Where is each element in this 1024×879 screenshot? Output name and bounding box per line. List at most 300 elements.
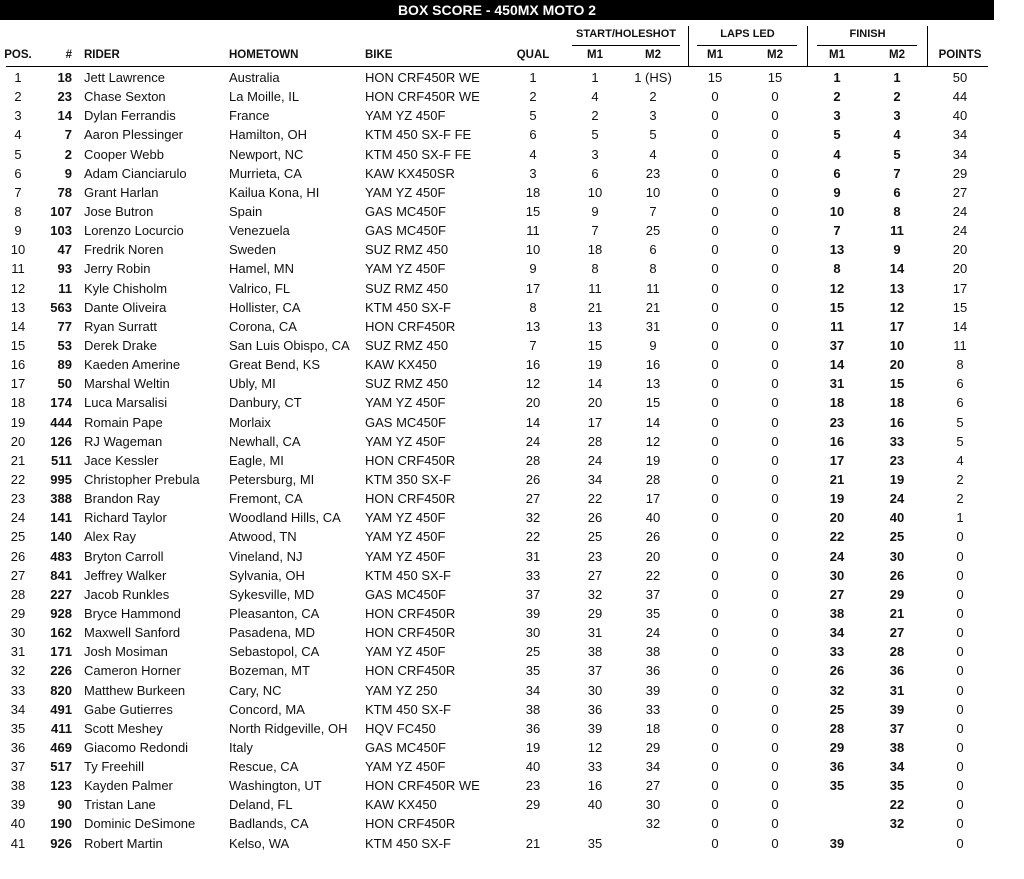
rider-number: 23	[57, 89, 72, 105]
hometown-cell: Fremont, CA	[229, 491, 303, 507]
points-cell: 24	[952, 223, 968, 239]
start-m2-cell: 29	[645, 739, 661, 755]
finish-m1-cell: 11	[830, 318, 844, 334]
group-rule-start	[572, 45, 680, 46]
laps-m1-cell: 0	[711, 605, 719, 621]
finish-m2-cell: 27	[889, 625, 905, 641]
finish-m1-cell: 29	[829, 739, 845, 755]
qual-cell: 23	[525, 778, 541, 794]
laps-m2-cell: 0	[771, 510, 779, 526]
laps-m1-cell: 0	[711, 644, 719, 660]
qual-cell: 1	[529, 70, 537, 85]
hometown-cell: Sebastopol, CA	[229, 644, 320, 660]
hometown-cell: Corona, CA	[229, 318, 297, 334]
laps-m2-cell: 0	[771, 242, 779, 258]
laps-m1-cell: 0	[711, 471, 719, 487]
laps-m1-cell: 0	[711, 739, 719, 755]
laps-m1-cell: 0	[711, 223, 719, 239]
pos-cell: 21	[10, 452, 26, 468]
finish-m2-cell: 17	[889, 318, 905, 334]
rider-name: Bryce Hammond	[84, 605, 181, 621]
start-m1-cell: 2	[591, 108, 599, 124]
bike-cell: KTM 450 SX-F	[365, 299, 451, 315]
rider-name: Matthew Burkeen	[84, 682, 186, 698]
bike-cell: YAM YZ 450F	[365, 548, 446, 564]
qual-cell: 13	[525, 318, 541, 334]
start-m2-cell: 26	[645, 529, 661, 545]
bike-cell: YAM YZ 450F	[365, 261, 446, 277]
finish-m1-cell: 1	[833, 70, 841, 85]
laps-m1-cell: 0	[711, 376, 719, 392]
laps-m1-cell: 0	[711, 510, 719, 526]
qual-cell: 12	[525, 376, 541, 392]
qual-cell: 32	[525, 510, 541, 526]
hometown-cell: La Moille, IL	[229, 89, 300, 105]
start-m2-cell: 15	[645, 395, 661, 411]
finish-m1-cell: 31	[829, 376, 845, 392]
finish-m2-cell: 1	[893, 70, 901, 85]
laps-m2-cell: 0	[771, 529, 779, 545]
start-m1-cell: 26	[587, 510, 603, 526]
hometown-cell: Danbury, CT	[229, 395, 302, 411]
finish-m2-cell: 37	[889, 720, 905, 736]
laps-m2-cell: 0	[771, 127, 779, 143]
box-score-title: BOX SCORE - 450MX MOTO 2	[0, 0, 994, 20]
hometown-cell: Newhall, CA	[229, 433, 301, 449]
pos-cell: 25	[10, 529, 26, 545]
rider-number: 841	[50, 567, 72, 583]
bike-cell: HON CRF450R	[365, 663, 456, 679]
qual-cell: 15	[525, 203, 541, 219]
rider-name: Jerry Robin	[84, 261, 151, 277]
rider-name: Richard Taylor	[84, 510, 167, 526]
laps-m1-cell: 0	[711, 203, 719, 219]
start-m1-cell: 36	[587, 701, 603, 717]
points-cell: 50	[952, 70, 968, 85]
laps-m2-cell: 0	[771, 720, 779, 736]
laps-m1-cell: 0	[711, 242, 719, 258]
rider-name: Grant Harlan	[84, 184, 159, 200]
rider-number: 174	[50, 395, 72, 411]
finish-m1-cell: 19	[829, 491, 845, 507]
group-laps-led: LAPS LED	[720, 28, 775, 40]
finish-m1-cell: 9	[833, 184, 841, 200]
rider-number: 140	[50, 529, 72, 545]
qual-cell: 25	[525, 644, 541, 660]
qual-cell: 6	[529, 127, 537, 143]
bike-cell: YAM YZ 450F	[365, 108, 446, 124]
rider-number: 141	[50, 510, 72, 526]
finish-m2-cell: 11	[890, 223, 904, 239]
finish-m1-cell: 2	[833, 89, 841, 105]
laps-m1-cell: 0	[711, 89, 719, 105]
bike-cell: HON CRF450R WE	[365, 89, 480, 105]
start-m2-cell: 5	[649, 127, 657, 143]
table-row	[0, 374, 1000, 393]
hometown-cell: France	[229, 108, 270, 124]
laps-m1-cell: 0	[711, 816, 719, 832]
points-cell: 11	[953, 337, 967, 353]
finish-m1-cell: 38	[829, 605, 845, 621]
points-cell: 0	[956, 586, 964, 602]
start-m2-cell: 33	[645, 701, 661, 717]
bike-cell: GAS MC450F	[365, 414, 446, 430]
header-start-m2: M2	[645, 49, 661, 61]
points-cell: 20	[952, 242, 968, 258]
hometown-cell: Pasadena, MD	[229, 625, 315, 641]
qual-cell: 16	[525, 357, 541, 373]
bike-cell: KAW KX450	[365, 797, 437, 813]
finish-m2-cell: 30	[889, 548, 905, 564]
finish-m2-cell: 34	[889, 759, 905, 775]
laps-m1-cell: 0	[711, 529, 719, 545]
finish-m1-cell: 23	[829, 414, 845, 430]
finish-m1-cell: 32	[829, 682, 845, 698]
table-row	[0, 585, 1000, 604]
bike-cell: KTM 450 SX-F	[365, 567, 451, 583]
rider-number: 123	[50, 778, 72, 794]
start-m2-cell: 20	[645, 548, 661, 564]
hometown-cell: Italy	[229, 739, 253, 755]
start-m1-cell: 17	[587, 414, 603, 430]
bike-cell: HON CRF450R	[365, 452, 456, 468]
bike-cell: HON CRF450R	[365, 816, 456, 832]
laps-m1-cell: 0	[711, 184, 719, 200]
table-row	[0, 145, 1000, 164]
points-cell: 0	[956, 605, 964, 621]
pos-cell: 11	[11, 261, 25, 277]
rider-number: 53	[57, 337, 72, 353]
pos-cell: 38	[10, 778, 26, 794]
hometown-cell: Great Bend, KS	[229, 357, 321, 373]
table-row	[0, 202, 1000, 221]
start-m2-cell: 8	[649, 261, 657, 277]
hometown-cell: Kelso, WA	[229, 835, 290, 851]
qual-cell: 10	[525, 242, 541, 258]
laps-m2-cell: 0	[771, 625, 779, 641]
start-m2-cell: 13	[645, 376, 661, 392]
laps-m1-cell: 0	[711, 452, 719, 468]
hometown-cell: Rescue, CA	[229, 759, 299, 775]
laps-m1-cell: 0	[711, 567, 719, 583]
laps-m1-cell: 0	[711, 759, 719, 775]
table-row	[0, 240, 1000, 259]
rider-number: 491	[50, 701, 72, 717]
laps-m2-cell: 0	[771, 395, 779, 411]
finish-m2-cell: 26	[889, 567, 905, 583]
start-m1-cell: 13	[587, 318, 603, 334]
table-row	[0, 814, 1000, 833]
laps-m1-cell: 0	[711, 433, 719, 449]
qual-cell: 3	[529, 165, 537, 181]
start-m2-cell: 40	[645, 510, 661, 526]
start-m2-cell: 28	[645, 471, 661, 487]
finish-m1-cell: 25	[829, 701, 845, 717]
finish-m1-cell: 8	[833, 261, 841, 277]
table-row	[0, 68, 1000, 87]
header-laps-m1: M1	[707, 49, 723, 61]
finish-m2-cell: 23	[889, 452, 905, 468]
rider-name: Gabe Gutierres	[84, 701, 173, 717]
start-m2-cell: 19	[645, 452, 661, 468]
laps-m2-cell: 0	[771, 165, 779, 181]
rider-number: 511	[51, 452, 72, 468]
start-m1-cell: 22	[587, 491, 603, 507]
bike-cell: HON CRF450R	[365, 491, 456, 507]
pos-cell: 39	[10, 797, 26, 813]
pos-cell: 6	[14, 165, 22, 181]
rider-name: Cameron Horner	[84, 663, 181, 679]
laps-m2-cell: 0	[771, 816, 779, 832]
finish-m2-cell: 2	[893, 89, 901, 105]
bike-cell: SUZ RMZ 450	[365, 280, 449, 296]
finish-m2-cell: 14	[889, 261, 905, 277]
start-m2-cell: 17	[645, 491, 661, 507]
bike-cell: HON CRF450R	[365, 625, 456, 641]
table-row	[0, 776, 1000, 795]
rider-name: Fredrik Noren	[84, 242, 164, 258]
header-hometown: HOMETOWN	[229, 49, 299, 61]
finish-m2-cell: 36	[889, 663, 905, 679]
hometown-cell: Newport, NC	[229, 146, 304, 162]
laps-m1-cell: 0	[711, 625, 719, 641]
rider-name: Dante Oliveira	[84, 299, 167, 315]
finish-m2-cell: 4	[893, 127, 901, 143]
laps-m1-cell: 0	[711, 548, 719, 564]
finish-m2-cell: 12	[889, 299, 905, 315]
laps-m1-cell: 0	[711, 318, 719, 334]
hometown-cell: Kailua Kona, HI	[229, 184, 320, 200]
pos-cell: 26	[10, 548, 26, 564]
rider-name: Robert Martin	[84, 835, 163, 851]
points-cell: 29	[952, 165, 968, 181]
pos-cell: 28	[10, 586, 26, 602]
bike-cell: KTM 450 SX-F FE	[365, 127, 472, 143]
hometown-cell: Valrico, FL	[229, 280, 291, 296]
rider-number: 517	[50, 759, 72, 775]
qual-cell: 11	[526, 223, 540, 239]
laps-m2-cell: 0	[771, 280, 779, 296]
rider-name: Romain Pape	[84, 414, 163, 430]
table-row	[0, 834, 1000, 853]
pos-cell: 23	[10, 491, 26, 507]
start-m2-cell: 31	[645, 318, 661, 334]
rider-number: 14	[57, 108, 72, 124]
finish-m1-cell: 39	[829, 835, 845, 851]
points-cell: 34	[952, 127, 968, 143]
bike-cell: HON CRF450R WE	[365, 778, 480, 794]
rider-number: 444	[50, 414, 72, 430]
rider-name: Jacob Runkles	[84, 586, 170, 602]
finish-m1-cell: 20	[829, 510, 845, 526]
header-finish-m2: M2	[889, 49, 905, 61]
points-cell: 0	[956, 567, 964, 583]
points-cell: 0	[956, 682, 964, 698]
rider-name: Giacomo Redondi	[84, 739, 189, 755]
table-row	[0, 393, 1000, 412]
qual-cell: 37	[525, 586, 541, 602]
points-cell: 0	[956, 625, 964, 641]
finish-m1-cell: 3	[833, 108, 841, 124]
laps-m2-cell: 0	[771, 778, 779, 794]
start-m1-cell: 5	[591, 127, 599, 143]
finish-m1-cell: 15	[829, 299, 845, 315]
qual-cell: 7	[529, 337, 537, 353]
start-m1-cell: 38	[587, 644, 603, 660]
rider-number: 483	[50, 548, 72, 564]
rider-name: Dominic DeSimone	[84, 816, 196, 832]
laps-m2-cell: 0	[771, 223, 779, 239]
table-row	[0, 566, 1000, 585]
start-m2-cell: 36	[645, 663, 661, 679]
table-row	[0, 432, 1000, 451]
bike-cell: YAM YZ 450F	[365, 644, 446, 660]
laps-m2-cell: 0	[771, 433, 779, 449]
pos-cell: 41	[10, 835, 26, 851]
laps-m2-cell: 0	[771, 759, 779, 775]
pos-cell: 13	[10, 299, 26, 315]
pos-cell: 24	[10, 510, 26, 526]
pos-cell: 7	[14, 184, 22, 200]
finish-m1-cell: 28	[829, 720, 845, 736]
table-row	[0, 451, 1000, 470]
pos-cell: 20	[10, 433, 26, 449]
points-cell: 0	[956, 816, 964, 832]
hometown-cell: Concord, MA	[229, 701, 305, 717]
pos-cell: 5	[14, 146, 22, 162]
laps-m1-cell: 0	[711, 491, 719, 507]
pos-cell: 15	[10, 337, 26, 353]
hometown-cell: Atwood, TN	[229, 529, 297, 545]
rider-number: 11	[58, 280, 72, 296]
table-row	[0, 106, 1000, 125]
rider-name: Aaron Plessinger	[84, 127, 183, 143]
finish-m1-cell: 21	[829, 471, 845, 487]
table-row	[0, 164, 1000, 183]
laps-m2-cell: 0	[771, 337, 779, 353]
start-m1-cell: 25	[587, 529, 603, 545]
pos-cell: 1	[14, 70, 22, 85]
rider-name: Derek Drake	[84, 337, 157, 353]
rider-number: 18	[57, 70, 72, 85]
start-m1-cell: 8	[591, 261, 599, 277]
hometown-cell: Sweden	[229, 242, 276, 258]
rider-name: Jeffrey Walker	[84, 567, 167, 583]
hometown-cell: Hamel, MN	[229, 261, 295, 277]
start-m2-cell: 11	[646, 280, 660, 296]
qual-cell: 31	[525, 548, 541, 564]
rider-name: Brandon Ray	[84, 491, 160, 507]
laps-m2-cell: 0	[771, 376, 779, 392]
rider-name: Scott Meshey	[84, 720, 163, 736]
table-row	[0, 604, 1000, 623]
start-m2-cell: 37	[645, 586, 661, 602]
pos-cell: 19	[10, 414, 26, 430]
table-row	[0, 355, 1000, 374]
bike-cell: KTM 350 SX-F	[365, 471, 451, 487]
start-m1-cell: 31	[587, 625, 603, 641]
header-rule	[6, 66, 988, 67]
table-row	[0, 738, 1000, 757]
points-cell: 5	[956, 414, 964, 430]
rider-number: 162	[50, 625, 72, 641]
points-cell: 0	[956, 720, 964, 736]
laps-m1-cell: 0	[711, 108, 719, 124]
finish-m1-cell: 27	[829, 586, 845, 602]
pos-cell: 33	[10, 682, 26, 698]
header-pos: POS.	[4, 49, 32, 61]
qual-cell: 17	[525, 280, 541, 296]
pos-cell: 27	[10, 567, 26, 583]
start-m1-cell: 23	[587, 548, 603, 564]
start-m1-cell: 10	[587, 184, 603, 200]
start-m1-cell: 33	[587, 759, 603, 775]
bike-cell: YAM YZ 450F	[365, 184, 446, 200]
points-cell: 17	[952, 280, 968, 296]
hometown-cell: Pleasanton, CA	[229, 605, 320, 621]
table-row	[0, 336, 1000, 355]
qual-cell: 18	[525, 184, 541, 200]
finish-m1-cell: 13	[829, 242, 845, 258]
finish-m1-cell: 30	[829, 567, 845, 583]
finish-m1-cell: 4	[833, 146, 841, 162]
hometown-cell: Ubly, MI	[229, 376, 276, 392]
start-m2-cell: 2	[649, 89, 657, 105]
points-cell: 0	[956, 778, 964, 794]
rider-number: 9	[64, 165, 72, 181]
start-m2-cell: 3	[649, 108, 657, 124]
bike-cell: GAS MC450F	[365, 203, 446, 219]
rider-name: Luca Marsalisi	[84, 395, 168, 411]
laps-m1-cell: 0	[711, 586, 719, 602]
laps-m1-cell: 0	[711, 395, 719, 411]
rider-number: 126	[50, 433, 72, 449]
qual-cell: 36	[525, 720, 541, 736]
qual-cell: 30	[525, 625, 541, 641]
bike-cell: HON CRF450R	[365, 318, 456, 334]
start-m1-cell: 28	[587, 433, 603, 449]
hometown-cell: Woodland Hills, CA	[229, 510, 341, 526]
pos-cell: 2	[14, 89, 22, 105]
finish-m2-cell: 29	[889, 586, 905, 602]
start-m2-cell: 27	[645, 778, 661, 794]
bike-cell: GAS MC450F	[365, 223, 446, 239]
bike-cell: HON CRF450R	[365, 605, 456, 621]
qual-cell: 35	[525, 663, 541, 679]
laps-m1-cell: 0	[711, 720, 719, 736]
table-row	[0, 719, 1000, 738]
table-header	[0, 49, 1000, 65]
table-row	[0, 642, 1000, 661]
points-cell: 1	[956, 510, 964, 526]
laps-m1-cell: 0	[711, 835, 719, 851]
start-m2-cell: 39	[645, 682, 661, 698]
rider-number: 7	[64, 127, 72, 143]
laps-m2-cell: 0	[771, 605, 779, 621]
finish-m2-cell: 16	[889, 414, 905, 430]
hometown-cell: North Ridgeville, OH	[229, 720, 348, 736]
hometown-cell: Badlands, CA	[229, 816, 309, 832]
table-row	[0, 489, 1000, 508]
laps-m2-cell: 0	[771, 567, 779, 583]
rider-name: Bryton Carroll	[84, 548, 164, 564]
header-points: POINTS	[938, 49, 982, 61]
finish-m2-cell: 32	[889, 816, 905, 832]
hometown-cell: Murrieta, CA	[229, 165, 302, 181]
rider-number: 2	[64, 146, 72, 162]
rider-number: 226	[50, 663, 72, 679]
rider-name: Tristan Lane	[84, 797, 156, 813]
